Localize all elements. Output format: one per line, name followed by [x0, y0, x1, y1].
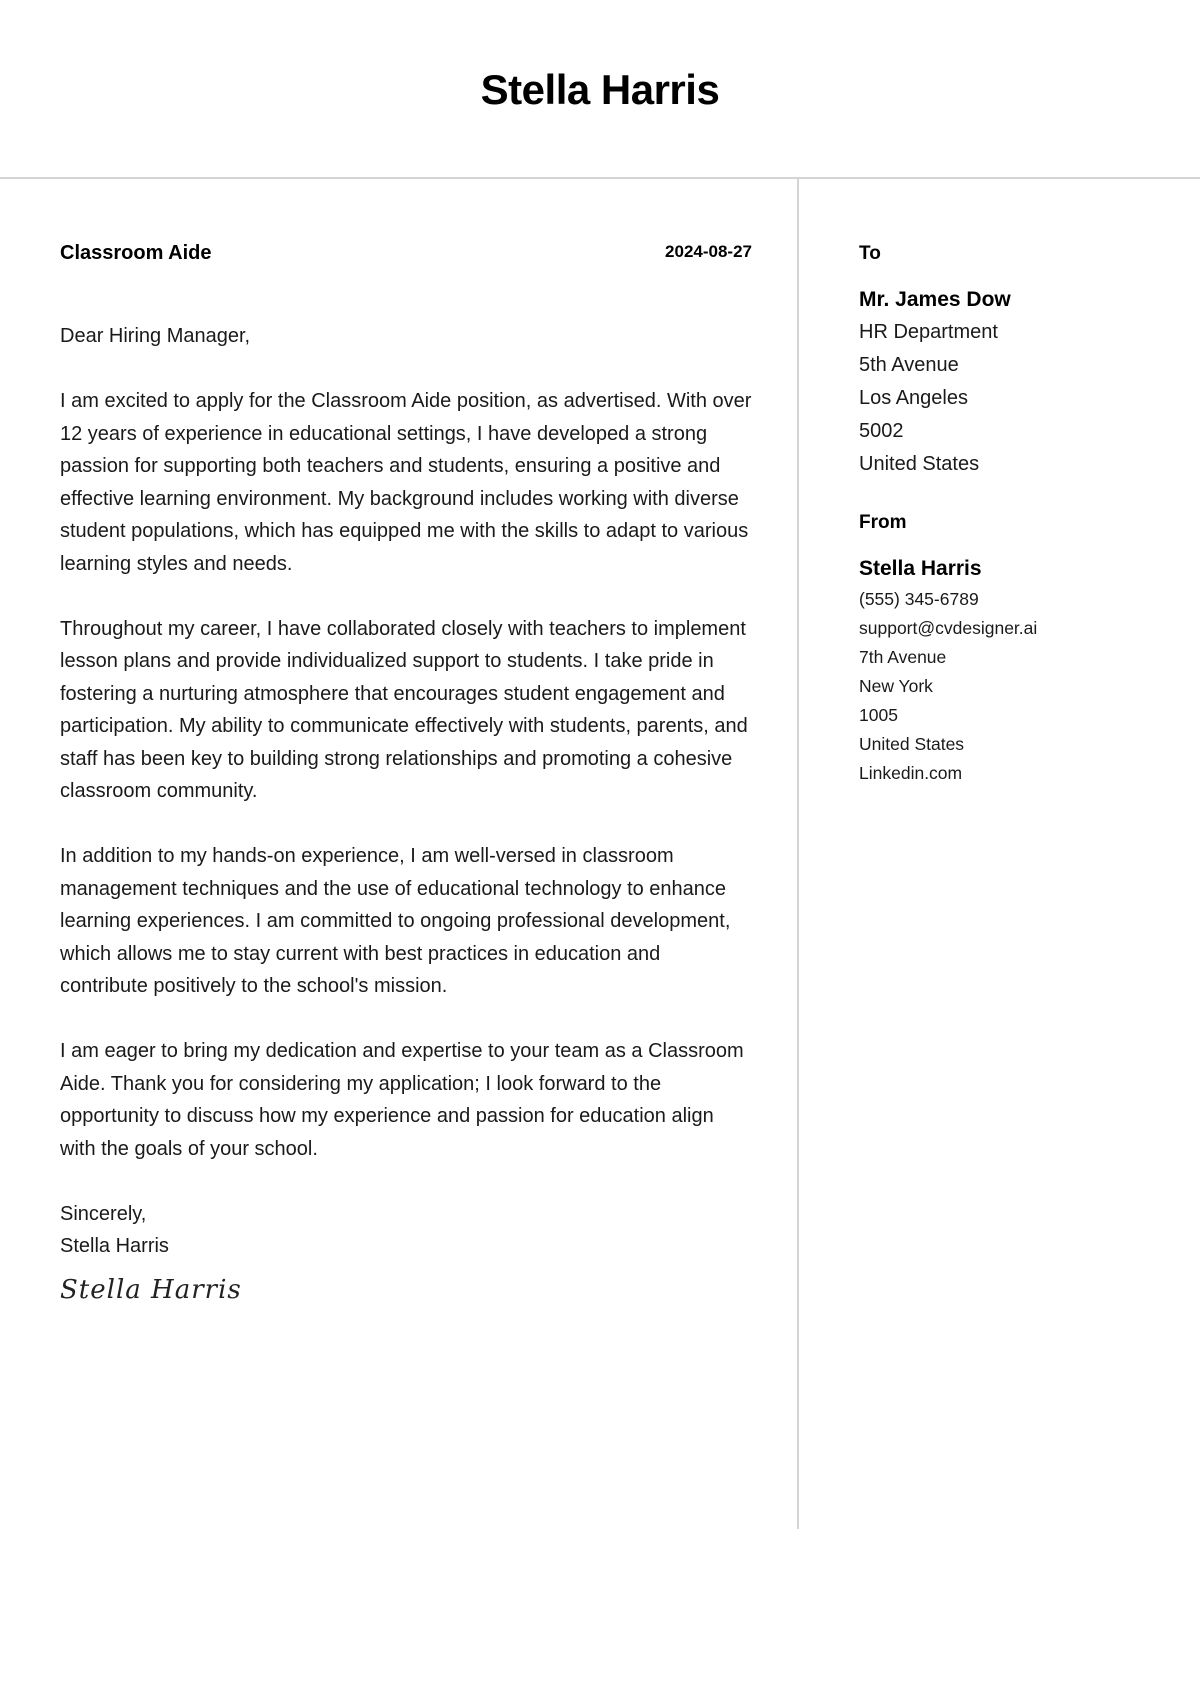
closing-name: Stella Harris	[60, 1235, 169, 1257]
salutation: Dear Hiring Manager,	[60, 325, 251, 347]
sender-country: United States	[859, 734, 965, 754]
job-row	[60, 240, 752, 270]
letter-date: 2024-08-27	[665, 242, 752, 261]
signature: Stella Harris	[60, 1274, 242, 1305]
body-paragraph-3: In addition to my hands-on experience, I am well-versed in classroom management techniques and the use of educational technology to enhance learning experiences. I am committed to ongoing professional development, which allows me to stay current with best practices in education and contribute positively to the school's mission.	[60, 845, 731, 997]
sender-street: 7th Avenue	[859, 647, 947, 667]
address-sidebar	[859, 240, 1179, 788]
sender-city: New York	[859, 676, 933, 696]
to-label: To	[859, 243, 881, 264]
from-label: From	[859, 512, 907, 533]
recipient-city: Los Angeles	[859, 387, 968, 409]
closing-phrase: Sincerely,	[60, 1202, 147, 1225]
closing	[60, 1198, 752, 1263]
body-paragraph-4: I am eager to bring my dedication and expertise to your team as a Classroom Aide. Thank you for considering my application; I look forward to the opportunity to discuss how my experience and passion for education align with the goals of your school.	[60, 1040, 744, 1160]
sender-zip: 1005	[859, 705, 898, 725]
letter-body	[60, 240, 752, 1305]
recipient-name: Mr. James Dow	[859, 288, 1011, 311]
letter-header	[0, 0, 1200, 179]
sender-website: Linkedin.com	[859, 763, 963, 783]
recipient-street: 5th Avenue	[859, 354, 959, 376]
column-divider	[797, 179, 799, 1529]
sender-name: Stella Harris	[859, 557, 982, 580]
sender-phone: (555) 345-6789	[859, 589, 979, 609]
recipient-country: United States	[859, 453, 980, 475]
recipient-department: HR Department	[859, 321, 998, 343]
job-title: Classroom Aide	[60, 242, 212, 264]
body-paragraph-2: Throughout my career, I have collaborated closely with teachers to implement lesson plans and provide individualized support to students. I take pride in fostering a nurturing atmosphere that encourages student engagement and participation. My ability to communicate effectively with students, parents, and staff has been key to building strong relationships and promoting a cohesive classroom community.	[60, 617, 748, 802]
recipient-zip: 5002	[859, 420, 904, 442]
sender-email: support@cvdesigner.ai	[859, 618, 1038, 638]
header-name: Stella Harris	[480, 66, 720, 113]
body-paragraph-1: I am excited to apply for the Classroom Aide position, as advertised. With over 12 years of experience in educational settings, I have developed a strong passion for supporting both teachers and students, ensuring a positive and effective learning environment. My background includes working with diverse student populations, which has equipped me with the skills to adapt to various learning styles and needs.	[60, 390, 752, 575]
